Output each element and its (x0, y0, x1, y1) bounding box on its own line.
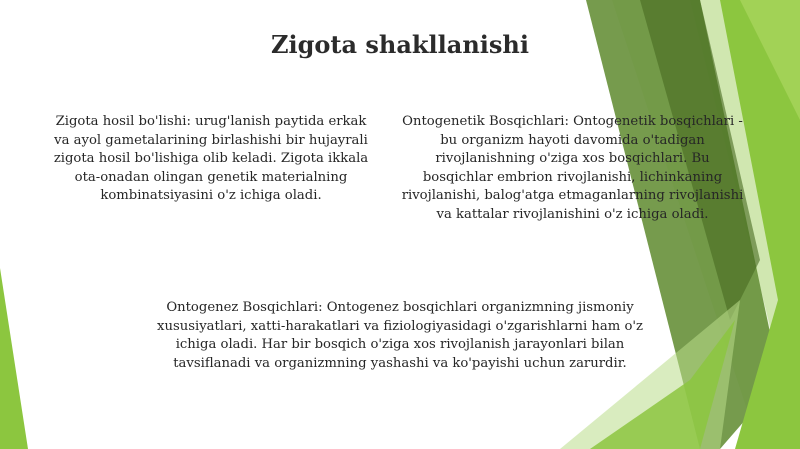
left-edge-triangle (0, 268, 28, 449)
ontogenez-bosqichlari-text: Ontogenez Bosqichlari: Ontogenez bosqichlari organizmning jismoniy xususiyatlari, xatti-harakatlari va fiziologiyasidagi o'zgarishlarni ham o'z ichiga oladi. Har bir bosqich o'ziga xos rivojlanish jarayonlari bilan tavsiflanadi va organizmning yashashi va ko'payishi uchun zarurdir. (157, 300, 643, 371)
ontogenetik-bosqichlari-text: Ontogenetik Bosqichlari: Ontogenetik bosqichlari - bu organizm hayoti davomida o'tadigan rivojlanishning o'ziga xos bosqichlari. Bu bosqichlar embrion rivojlanishi, lichinkaning rivojlanishi, balog'atga etmaganlarning rivojlanishi va kattalar rivojlanishini o'z ichiga oladi. (401, 114, 744, 222)
zigota-hosil-bolishi-text: Zigota hosil bo'lishi: urug'lanish paytida erkak va ayol gametalarining birlashishi bir hujayrali zigota hosil bo'lishiga olib keladi. Zigota ikkala ota-onadan olingan genetik materialning kombinatsiyasini o'z ichiga oladi. (53, 114, 369, 203)
slide-title: Zigota shakllanishi (271, 30, 529, 59)
